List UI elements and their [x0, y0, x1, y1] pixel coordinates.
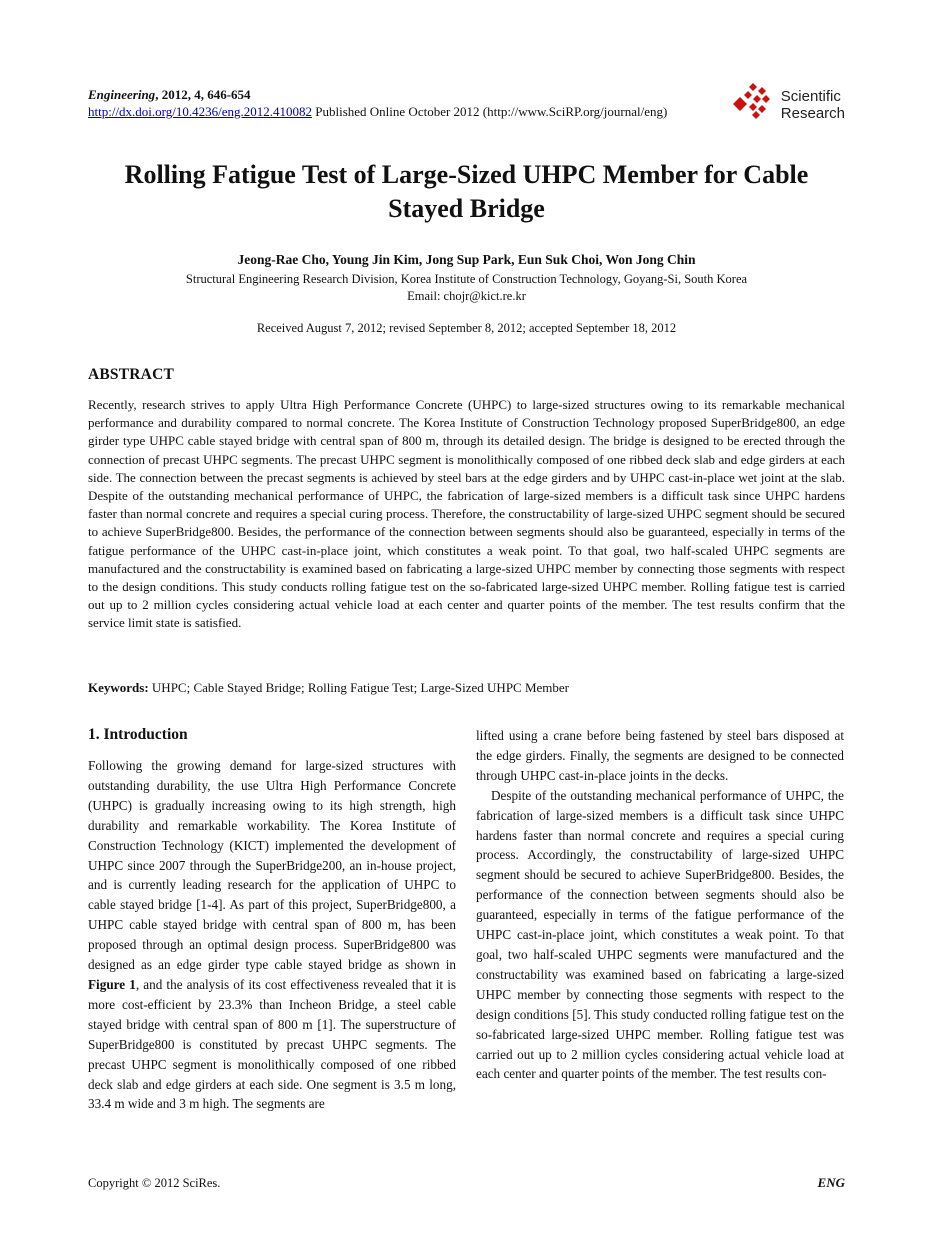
- intro-left-text-before: Following the growing demand for large-sized structures with outstanding durability, the use Ultra High Performance Concrete (UHPC) is gradually increasing owing to its high strength, high durability and remarkable workability. The Korea Institute of Construction Technology (KICT) implemented the development of UHPC since 2007 through the SuperBridge200, an in-house project, and is currently leading research for the application of UHPC to cable stayed bridge [1-4]. As part of this project, SuperBridge800, a UHPC cable stayed bridge with central span of 800 m, has been proposed through an optimal design process. SuperBridge800 was designed as an edge girder type cable stayed bridge as shown in: [88, 758, 456, 973]
- paper-title: Rolling Fatigue Test of Large-Sized UHPC Member for Cable Stayed Bridge: [124, 160, 809, 223]
- figure-1-reference: Figure 1: [88, 976, 136, 992]
- left-column: [88, 726, 456, 1114]
- affiliation-line: Structural Engineering Research Division, Korea Institute of Construction Technology, Goyang-Si, South Korea: [185, 272, 748, 286]
- journal-issue-info: , 2012, 4, 646-654: [155, 87, 251, 102]
- authors-line: Jeong-Rae Cho, Young Jin Kim, Jong Sup Park, Eun Suk Choi, Won Jong Chin: [237, 252, 696, 267]
- received-line: Received August 7, 2012; revised September 8, 2012; accepted September 18, 2012: [256, 321, 677, 335]
- keywords-text: UHPC; Cable Stayed Bridge; Rolling Fatigue Test; Large-Sized UHPC Member: [148, 680, 570, 695]
- intro-left-text-after: , and the analysis of its cost effectiveness revealed that it is more cost-efficient by 23.3% than Incheon Bridge, a steel cable stayed bridge with central span of 800 m [1]. The superstructure of SuperBridge800 is constituted by precast UHPC segments. The precast UHPC segment is monolithically composed of one ribbed deck slab and edge girders at each side. One segment is 3.5 m long, 33.4 m wide and 3 m high. The segments are: [88, 976, 456, 1112]
- publisher-name-line2: Research: [780, 104, 845, 122]
- scientific-research-logo-icon: [731, 82, 777, 127]
- right-column: [476, 726, 844, 1114]
- journal-citation-line: [88, 86, 667, 103]
- intro-paragraph-right-1: lifted using a crane before being fastened by steel bars disposed at the edge girders. Finally, the segments are designed to be connected through UHPC cast-in-place joints in the decks.: [476, 728, 844, 783]
- page-header: [88, 86, 845, 127]
- abstract-body: Recently, research strives to apply Ultra High Performance Concrete (UHPC) to large-sized structures owing to its remarkable mechanical performance and durability compared to normal concrete. The Korea Institute of Construction Technology proposed SuperBridge800, an edge girder type UHPC cable stayed bridge with central span of 800 m, through its detailed design. The bridge is designed to be erected through the connection of precast UHPC segments. The precast UHPC segment is monolithically composed of one ribbed deck slab and edge girders at each side. The connection between the precast segments is achieved by steel bars at the edge girders and by UHPC cast-in-place wet joint at the slab. Despite of the outstanding mechanical performance of UHPC, the fabrication of large-sized members is a difficult task since UHPC hardens faster than normal concrete and requires a special curing process. Therefore, the constructability of large-sized UHPC segment should be secured to achieve SuperBridge800. Besides, the performance of the connection between segments should also be guaranteed, especially in terms of the fatigue performance of the UHPC cast-in-place joint, which constitutes a weak point. To that goal, two half-scaled UHPC segments are manufactured and the constructability is examined based on fabricating a large-sized UHPC member by connecting those segments with respect to the design conditions. This study conducts rolling fatigue test on the so-fabricated large-sized UHPC member. Rolling fatigue test is carried out up to 2 million cycles considering actual vehicle load at each center and quarter points of the member. The test results confirm that the service limit state is satisfied.: [88, 397, 845, 631]
- keywords-label: Keywords:: [88, 680, 149, 695]
- introduction-columns: [88, 726, 845, 1114]
- publisher-name-line1: Scientific: [780, 87, 841, 105]
- publisher-logo: [731, 82, 845, 127]
- keywords-line: [88, 680, 845, 696]
- abstract-heading: ABSTRACT: [88, 366, 175, 383]
- copyright-notice: Copyright © 2012 SciRes.: [88, 1176, 221, 1190]
- doi-link[interactable]: http://dx.doi.org/10.4236/eng.2012.410082: [88, 104, 313, 119]
- journal-code: ENG: [817, 1175, 845, 1190]
- intro-paragraph-right-2: Despite of the outstanding mechanical performance of UHPC, the fabrication of large-sized members is a difficult task since UHPC hardens faster than normal concrete and requires a special curing process. Accordingly, the constructability of large-sized UHPC segment should be secured to achieve SuperBridge800. Besides, the performance of the connection between segments should also be guaranteed, especially in terms of the fatigue performance of the UHPC cast-in-place joint, which constitutes a weak point. To that goal, two half-scaled UHPC segments were manufactured and the constructability was examined based on fabricating a large-sized UHPC member by connecting those segments with respect to the design conditions [5]. This study conducted rolling fatigue test on the so-fabricated large-sized UHPC member. Rolling fatigue test was carried out up to 2 million cycles considering actual vehicle load at each center and quarter points of the member. The test results con-: [476, 787, 844, 1082]
- published-online-line: [88, 103, 667, 120]
- published-info: Published Online October 2012 (http://www.SciRP.org/journal/eng): [312, 104, 668, 119]
- journal-name: Engineering: [88, 87, 156, 102]
- publisher-name: [781, 88, 845, 122]
- email-line: Email: chojr@kict.re.kr: [407, 289, 526, 303]
- journal-citation-block: [88, 86, 667, 120]
- intro-paragraph-left: [88, 756, 456, 1114]
- introduction-heading: 1. Introduction: [88, 726, 188, 743]
